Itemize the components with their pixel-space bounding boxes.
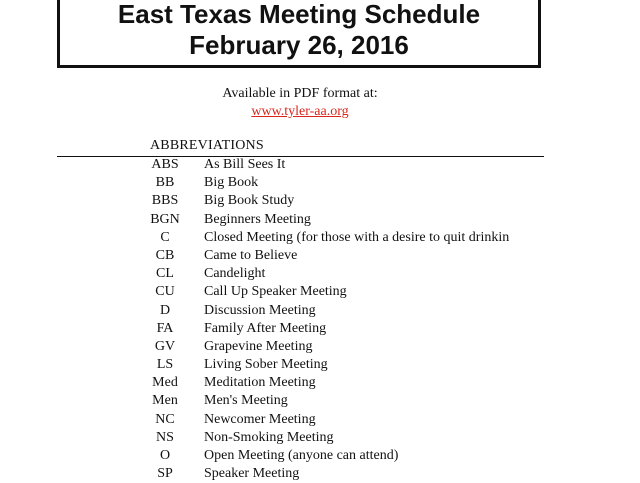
list-item: [0, 192, 640, 210]
abbr-code: NS: [156, 429, 174, 445]
page-title: East Texas Meeting Schedule: [117, 0, 481, 29]
list-item: [0, 338, 640, 356]
abbr-code: BB: [155, 175, 175, 191]
list-item: [0, 174, 640, 192]
list-item: [0, 302, 640, 320]
list-item: [0, 211, 640, 229]
abbr-description: Open Meeting (anyone can attend): [204, 448, 399, 463]
abbr-code: NC: [155, 411, 175, 427]
list-item: [0, 392, 640, 410]
title-box: [57, 0, 541, 68]
abbreviations-list: [0, 156, 640, 483]
abbr-code: D: [159, 302, 171, 318]
abbr-description: Candelight: [204, 266, 266, 282]
abbr-description: Closed Meeting (for those with a desire to quit drinkin: [204, 229, 510, 245]
abbr-description: Grapevine Meeting: [204, 338, 313, 354]
abbr-code: GV: [154, 338, 176, 354]
abbr-code: CB: [155, 247, 175, 263]
abbr-description: Living Sober Meeting: [204, 357, 328, 373]
list-item: [0, 356, 640, 374]
abbr-description: Big Book Study: [204, 193, 295, 209]
availability-text: Available in PDF format at:: [222, 86, 378, 101]
website-link-container: [0, 103, 600, 120]
abbr-description: Discussion Meeting: [204, 302, 316, 318]
list-item: [0, 283, 640, 301]
schedule-date: February 26, 2016: [189, 30, 409, 60]
abbr-code: BGN: [150, 211, 180, 227]
abbr-code: CU: [155, 284, 175, 300]
list-item: [0, 429, 640, 447]
list-item: [0, 447, 640, 465]
abbr-description: Men's Meeting: [204, 393, 288, 409]
abbr-description: Beginners Meeting: [204, 211, 311, 227]
abbr-description: Speaker Meeting: [204, 466, 300, 482]
abbr-description: Came to Believe: [204, 247, 298, 263]
abbr-description: Meditation Meeting: [204, 375, 316, 391]
list-item: [0, 247, 640, 265]
abbr-code: C: [160, 229, 170, 245]
website-link[interactable]: www.tyler-aa.org: [251, 104, 349, 119]
list-item: [0, 229, 640, 247]
list-item: [0, 265, 640, 283]
list-item: [0, 156, 640, 174]
abbr-code: Med: [152, 375, 178, 391]
abbr-description: Call Up Speaker Meeting: [204, 284, 347, 300]
list-item: [0, 374, 640, 392]
abbr-code: ABS: [151, 157, 179, 172]
abbr-code: CL: [156, 266, 174, 282]
abbr-code: O: [159, 448, 171, 463]
abbr-code: SP: [157, 466, 173, 482]
abbreviations-heading: ABBREVIATIONS: [150, 138, 264, 153]
abbr-description: Big Book: [204, 175, 259, 191]
list-item: [0, 411, 640, 429]
abbr-code: FA: [156, 320, 174, 336]
list-item: [0, 465, 640, 483]
list-item: [0, 320, 640, 338]
abbr-description: Family After Meeting: [204, 320, 327, 336]
abbr-code: LS: [156, 357, 174, 373]
abbr-description: Non-Smoking Meeting: [204, 429, 334, 445]
abbr-code: Men: [152, 393, 178, 409]
abbr-description: As Bill Sees It: [204, 157, 286, 172]
abbr-code: BBS: [151, 193, 179, 209]
abbr-description: Newcomer Meeting: [204, 411, 316, 427]
